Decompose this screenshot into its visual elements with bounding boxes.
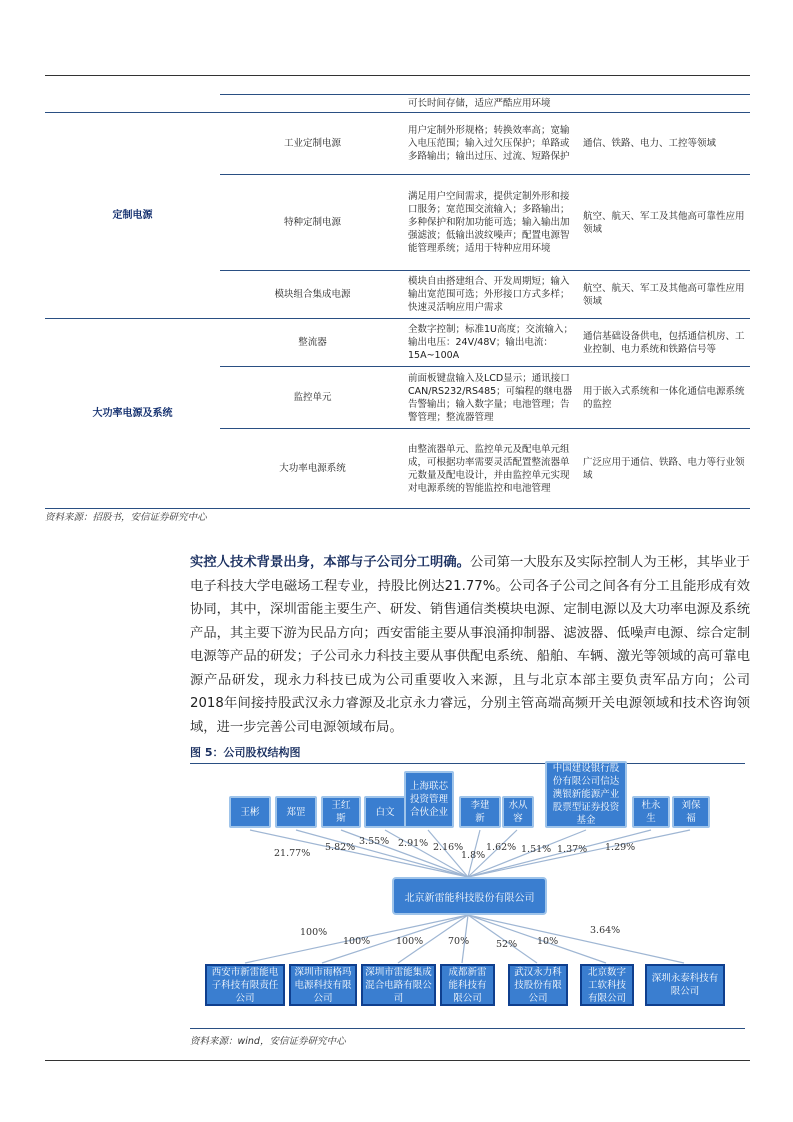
product-application: 航空、航天、军工及其他高可靠性应用领域 bbox=[580, 271, 750, 319]
shareholder-box: 李建新 bbox=[459, 796, 501, 828]
shareholder-box: 水从容 bbox=[502, 796, 534, 828]
product-application: 通信、铁路、电力、工控等领域 bbox=[580, 113, 750, 175]
shareholder-box: 杜永生 bbox=[632, 796, 670, 828]
subsidiary-percent: 100% bbox=[300, 927, 328, 938]
holding-percent: 3.55% bbox=[359, 836, 390, 847]
shareholder-box: 刘保福 bbox=[672, 796, 710, 828]
shareholder-box: 白文 bbox=[364, 796, 406, 828]
subsidiary-percent: 100% bbox=[343, 936, 371, 947]
main-company-box: 北京新雷能科技股份有限公司 bbox=[392, 877, 547, 915]
category-cell: 大功率电源及系统 bbox=[45, 319, 220, 509]
holding-percent: 2.16% bbox=[433, 842, 464, 853]
bottom-rule bbox=[45, 1060, 750, 1061]
subsidiary-box: 深圳市雷能集成混合电路有限公司 bbox=[361, 964, 436, 1006]
holding-percent: 21.77% bbox=[274, 848, 311, 859]
subsidiary-box: 深圳市雨格玛电源科技有限公司 bbox=[289, 964, 357, 1006]
subsidiary-percent: 10% bbox=[537, 936, 559, 947]
holding-percent: 2.91% bbox=[398, 838, 429, 849]
holding-percent: 1.62% bbox=[486, 842, 517, 853]
shareholder-box: 中国建设银行股份有限公司信达澳银新能源产业股票型证券投资基金 bbox=[545, 761, 627, 828]
product-feature: 全数字控制；标准1U高度；交流输入；输出电压：24V/48V；输出电流：15A~100A bbox=[405, 319, 580, 367]
category-cell: 定制电源 bbox=[45, 113, 220, 319]
shareholder-box: 王彬 bbox=[229, 796, 271, 828]
figure-title: 图 5：公司股权结构图 bbox=[190, 746, 301, 759]
subsidiary-percent: 70% bbox=[448, 936, 470, 947]
paragraph-lead: 实控人技术背景出身，本部与子公司分工明确。 bbox=[190, 555, 471, 570]
product-name: 模块组合集成电源 bbox=[220, 271, 405, 319]
product-feature: 满足用户空间需求，提供定制外形和接口服务；宽范围交流输入；多路输出；多种保护和附加功能可选；输入输出加强滤波；低输出波纹噪声；配置电源智能管理系统；适用于特种应用环境 bbox=[405, 175, 580, 271]
product-application: 广泛应用于通信、铁路、电力等行业领域 bbox=[580, 429, 750, 509]
shareholder-box: 郑罡 bbox=[275, 796, 317, 828]
holding-percent: 1.29% bbox=[605, 842, 636, 853]
product-application: 通信基础设备供电，包括通信机房、工业控制、电力系统和铁路信号等 bbox=[580, 319, 750, 367]
subsidiary-box: 西安市新雷能电子科技有限责任公司 bbox=[205, 964, 285, 1006]
product-name: 监控单元 bbox=[220, 367, 405, 429]
subsidiary-box: 武汉永力科技股份有限公司 bbox=[508, 964, 568, 1006]
product-name: 工业定制电源 bbox=[220, 113, 405, 175]
product-application: 航空、航天、军工及其他高可靠性应用领域 bbox=[580, 175, 750, 271]
product-feature: 模块自由搭建组合、开发周期短；输入输出宽范围可选；外形接口方式多样；快速灵活响应用户需求 bbox=[405, 271, 580, 319]
subsidiary-percent: 52% bbox=[496, 939, 518, 950]
product-feature: 用户定制外形规格；转换效率高；宽输入电压范围；输入过欠压保护；单路或多路输出；输出过压、过流、短路保护 bbox=[405, 113, 580, 175]
product-name: 特种定制电源 bbox=[220, 175, 405, 271]
product-feature: 前面板键盘输入及LCD显示；通讯接口CAN/RS232/RS485；可编程的继电器告警输出；输入数字量；电池管理；告警管理；整流器管理 bbox=[405, 367, 580, 429]
holding-percent: 1.8% bbox=[461, 850, 486, 861]
product-feature: 由整流器单元、监控单元及配电单元组成，可根据功率需要灵活配置整流器单元数量及配电设计，并由监控单元实现对电源系统的智能监控和电池管理 bbox=[405, 429, 580, 509]
shareholder-box: 上海联芯投资管理合伙企业 bbox=[404, 771, 454, 828]
subsidiary-box: 深圳永泰科技有限公司 bbox=[645, 964, 725, 1006]
product-name: 整流器 bbox=[220, 319, 405, 367]
subsidiary-percent: 3.64% bbox=[590, 925, 621, 936]
holding-percent: 1.51% bbox=[521, 844, 552, 855]
figure-source: 资料来源：wind，安信证券研究中心 bbox=[190, 1036, 346, 1047]
table-source: 资料来源：招股书，安信证券研究中心 bbox=[45, 512, 207, 523]
subsidiary-box: 北京数字工软科技有限公司 bbox=[580, 964, 634, 1006]
holding-percent: 1.37% bbox=[557, 844, 588, 855]
subsidiary-percent: 100% bbox=[396, 936, 424, 947]
subsidiary-box: 成都新雷能科技有限公司 bbox=[440, 964, 495, 1006]
shareholder-box: 王红斯 bbox=[321, 796, 361, 828]
figure-bottom-rule bbox=[190, 1028, 745, 1029]
product-application: 用于嵌入式系统和一体化通信电源系统的监控 bbox=[580, 367, 750, 429]
product-name: 大功率电源系统 bbox=[220, 429, 405, 509]
product-feature: 可长时间存储，适应严酷应用环境 bbox=[405, 95, 580, 113]
paragraph-text: 公司第一大股东及实际控制人为王彬，其毕业于电子科技大学电磁场工程专业，持股比例达21.77%。公司各子公司之间各有分工且能形成有效协同，其中，深圳雷能主要生产、研发、销售通信类模块电源、定制电源以及大功率电源及系统产品，其主要下游为民品方向；西安雷能主要从事浪涌抑制器、滤波器、低噪声电源、综合定制电源等产品的研发；子公司永力科技主要从事供配电系统、船舶、车辆、激光等领域的高可靠电源产品研发，现永力科技已成为公司重要收入来源，且与北京本部主要负责军品方向；公司2018年间接持股武汉永力睿源及北京永力睿远，分别主管高端高频开关电源领域和技术咨询领域，进一步完善公司电源领域布局。 bbox=[190, 555, 751, 735]
holding-percent: 5.82% bbox=[325, 842, 356, 853]
